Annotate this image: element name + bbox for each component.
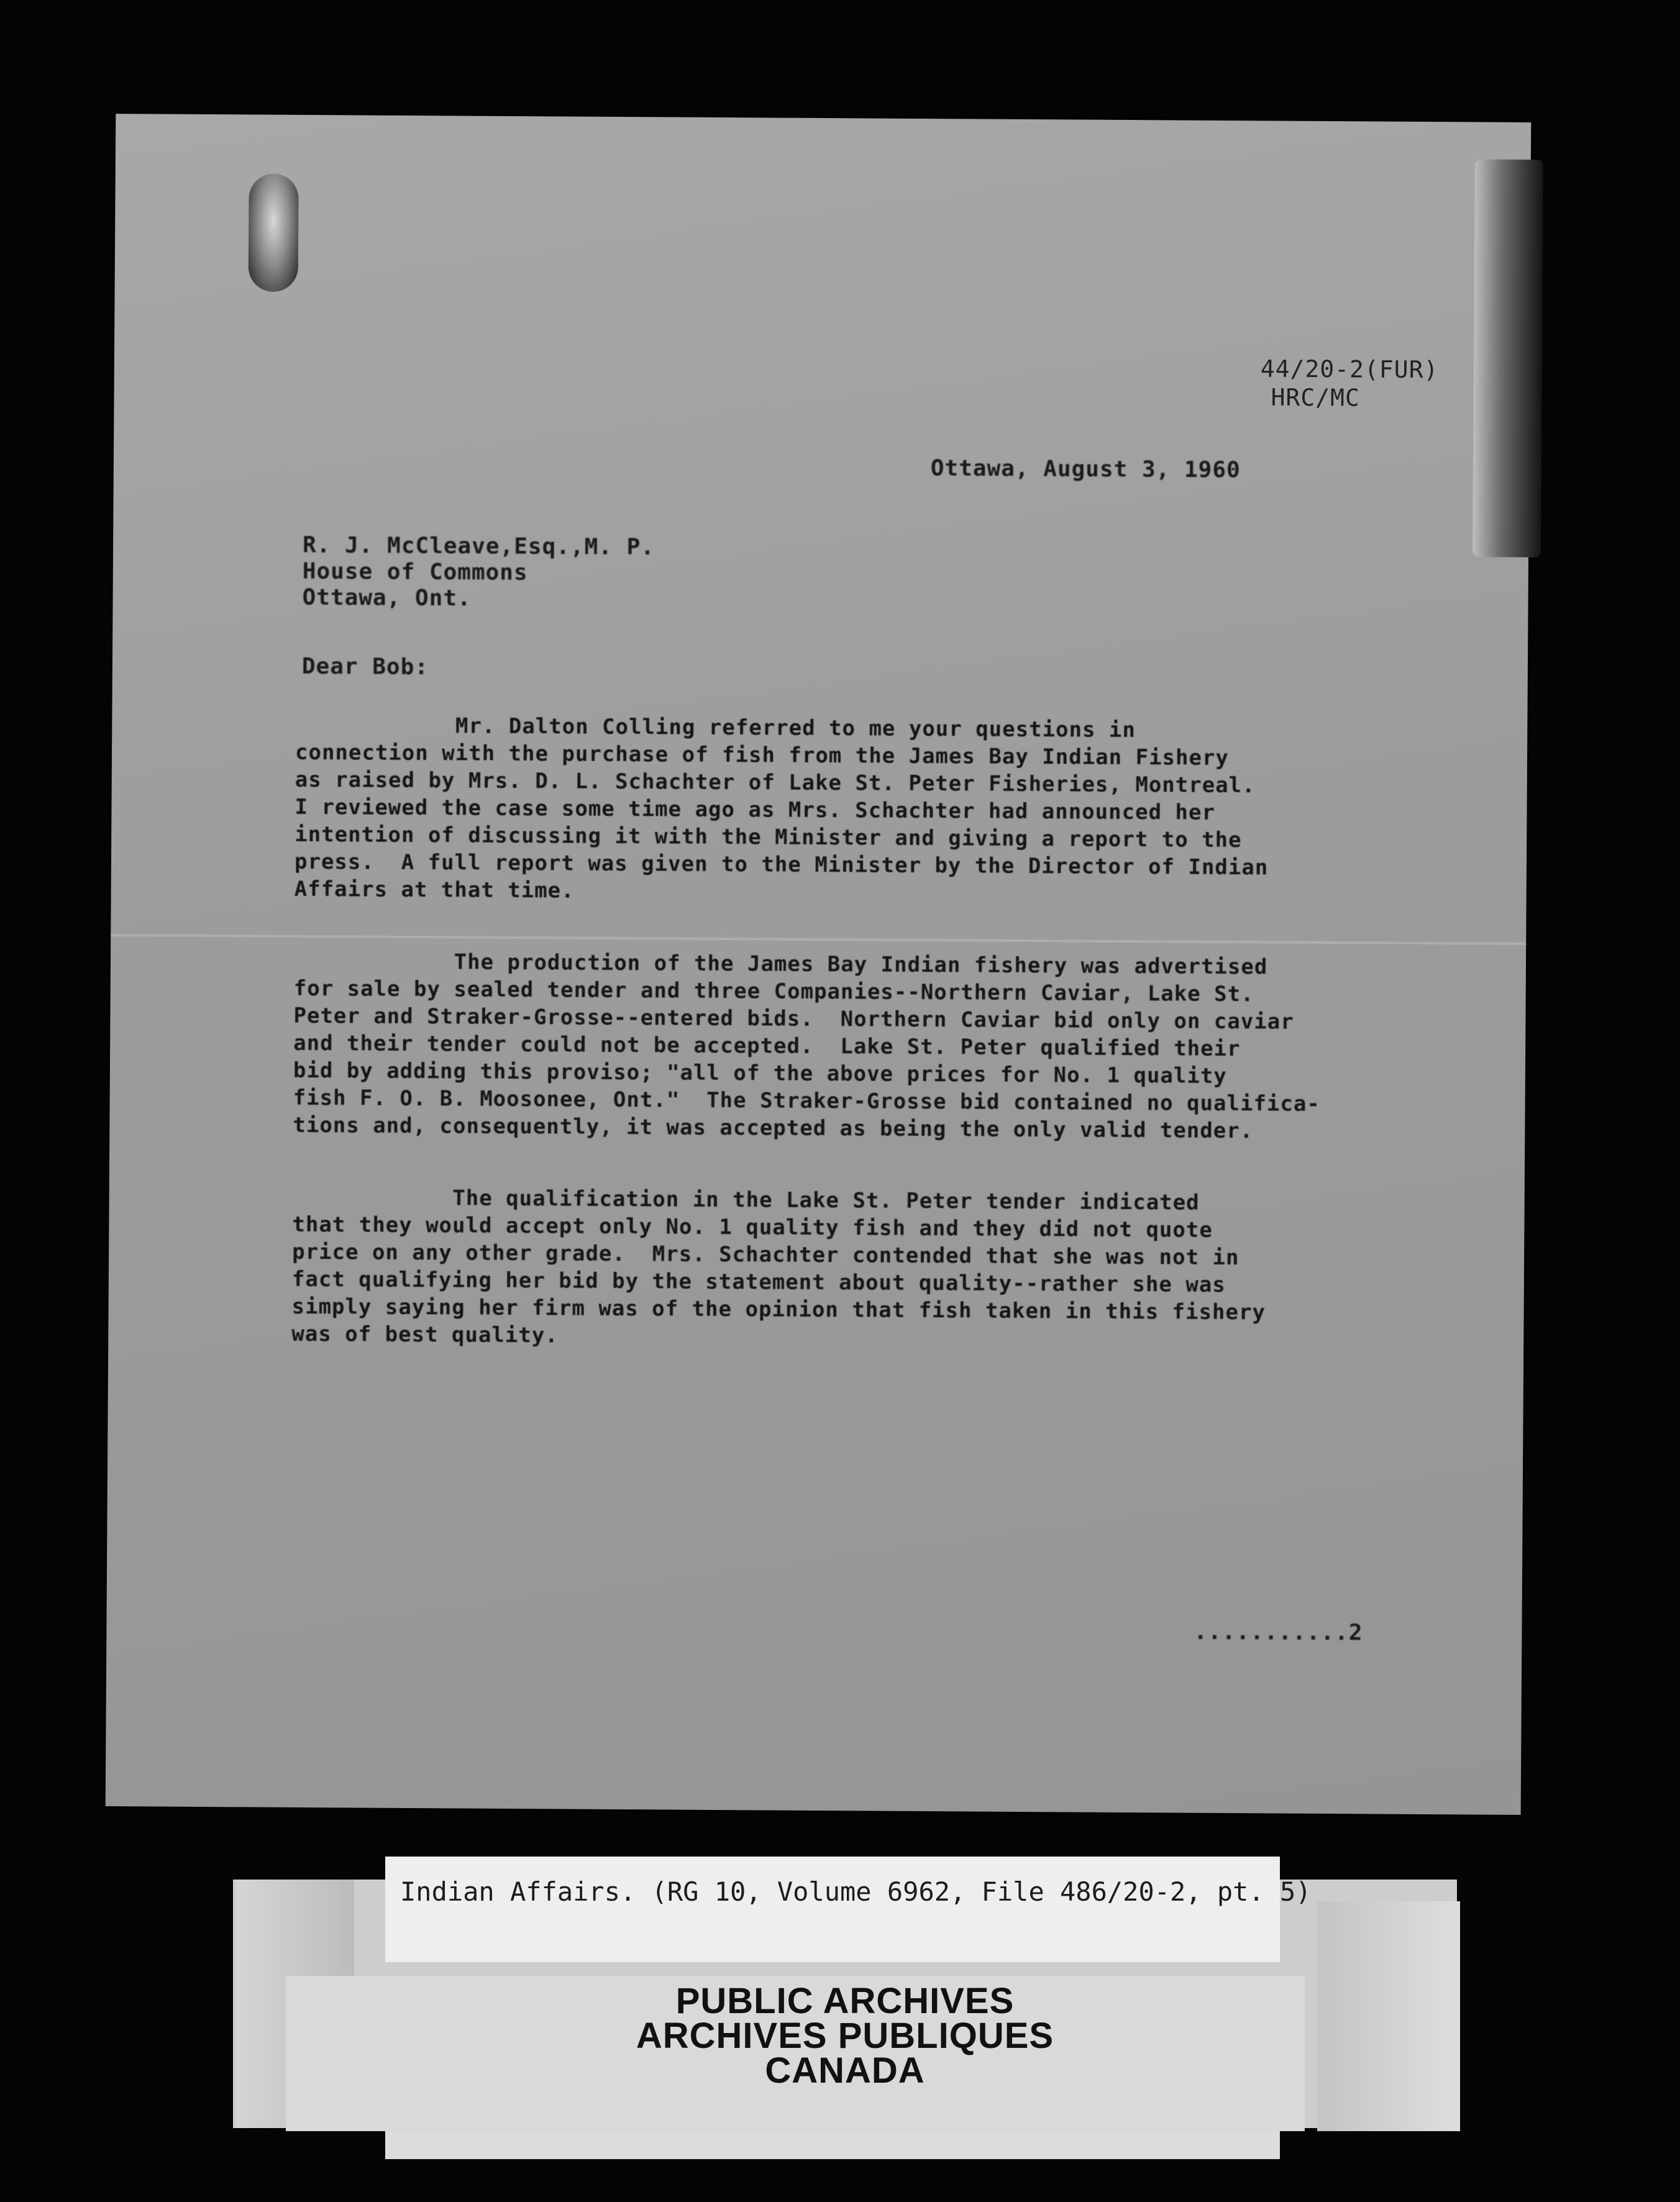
paragraph-line: and their tender could not be accepted. Lake St. Peter qualified their — [293, 1030, 1241, 1062]
file-reference: 44/20-2(FUR) — [1260, 355, 1439, 384]
card-tab-right — [1317, 1901, 1460, 2131]
paragraph-line: price on any other grade. Mrs. Schachter contended that she was not in — [292, 1239, 1239, 1271]
salutation: Dear Bob: — [301, 653, 429, 680]
archive-stamp-line-1: PUBLIC ARCHIVES — [675, 1981, 1015, 2021]
paragraph-line: Peter and Straker-Grosse--entered bids. Northern Caviar bid only on caviar — [293, 1003, 1294, 1035]
paragraph-line: fish F. O. B. Moosonee, Ont." The Straker-Grosse bid contained no qualifica- — [293, 1085, 1320, 1117]
paragraph-line: simply saying her firm was of the opinion that fish taken in this fishery — [291, 1294, 1266, 1325]
archive-stamp-line-3: CANADA — [765, 2050, 925, 2091]
letter-sheet — [106, 114, 1532, 1815]
paragraph-line: fact qualifying her bid by the statement about quality--rather she was — [291, 1266, 1226, 1298]
paragraph-line: for sale by sealed tender and three Companies--Northern Caviar, Lake St. — [293, 975, 1254, 1007]
fold-crease — [111, 934, 1526, 945]
paragraph-line: I reviewed the case some time ago as Mrs. Schachter had announced her — [294, 794, 1216, 825]
typist-initials: HRC/MC — [1271, 383, 1361, 412]
dateline: Ottawa, August 3, 1960 — [930, 455, 1241, 483]
paragraph-line: press. A full report was given to the Minister by the Director of Indian — [294, 849, 1269, 880]
address-line-2: House of Commons — [302, 558, 528, 586]
page-curl-edge — [1472, 159, 1543, 557]
paragraph-line: that they would accept only No. 1 quality fish and they did not quote — [292, 1212, 1213, 1243]
punch-hole — [249, 173, 299, 291]
reference-label-strip — [385, 1857, 1280, 1962]
card-bottom-strip — [385, 2131, 1280, 2159]
paragraph-1 — [294, 711, 1269, 909]
paragraph-line: as raised by Mrs. D. L. Schachter of Lake St. Peter Fisheries, Montreal. — [294, 767, 1256, 798]
address-line-1: R. J. McCleave,Esq.,M. P. — [302, 532, 655, 560]
paragraph-line: The production of the James Bay Indian fishery was advertised — [293, 948, 1268, 980]
archive-reference: Indian Affairs. (RG 10, Volume 6962, File 486/20-2, pt. 5) — [400, 1876, 1312, 1907]
archive-stamp-line-2: ARCHIVES PUBLIQUES — [636, 2016, 1054, 2056]
paragraph-line: Mr. Dalton Colling referred to me your questions in — [295, 712, 1136, 743]
page-continuation: ...........2 — [1194, 1619, 1363, 1646]
paragraph-line: connection with the purchase of fish from the James Bay Indian Fishery — [294, 739, 1230, 771]
paragraph-line: bid by adding this proviso; "all of the above prices for No. 1 quality — [293, 1058, 1227, 1089]
paragraph-line: The qualification in the Lake St. Peter tender indicated — [292, 1184, 1200, 1215]
paragraph-line: was of best quality. — [291, 1321, 559, 1348]
paragraph-line: Affairs at that time. — [294, 876, 575, 903]
paragraph-line: tions and, consequently, it was accepted as being the only valid tender. — [293, 1112, 1254, 1144]
paragraph-line: intention of discussing it with the Minister and giving a report to the — [294, 821, 1242, 853]
paragraph-2 — [293, 948, 1321, 1145]
address-line-3: Ottawa, Ont. — [302, 584, 472, 611]
paragraph-3 — [291, 1184, 1266, 1354]
